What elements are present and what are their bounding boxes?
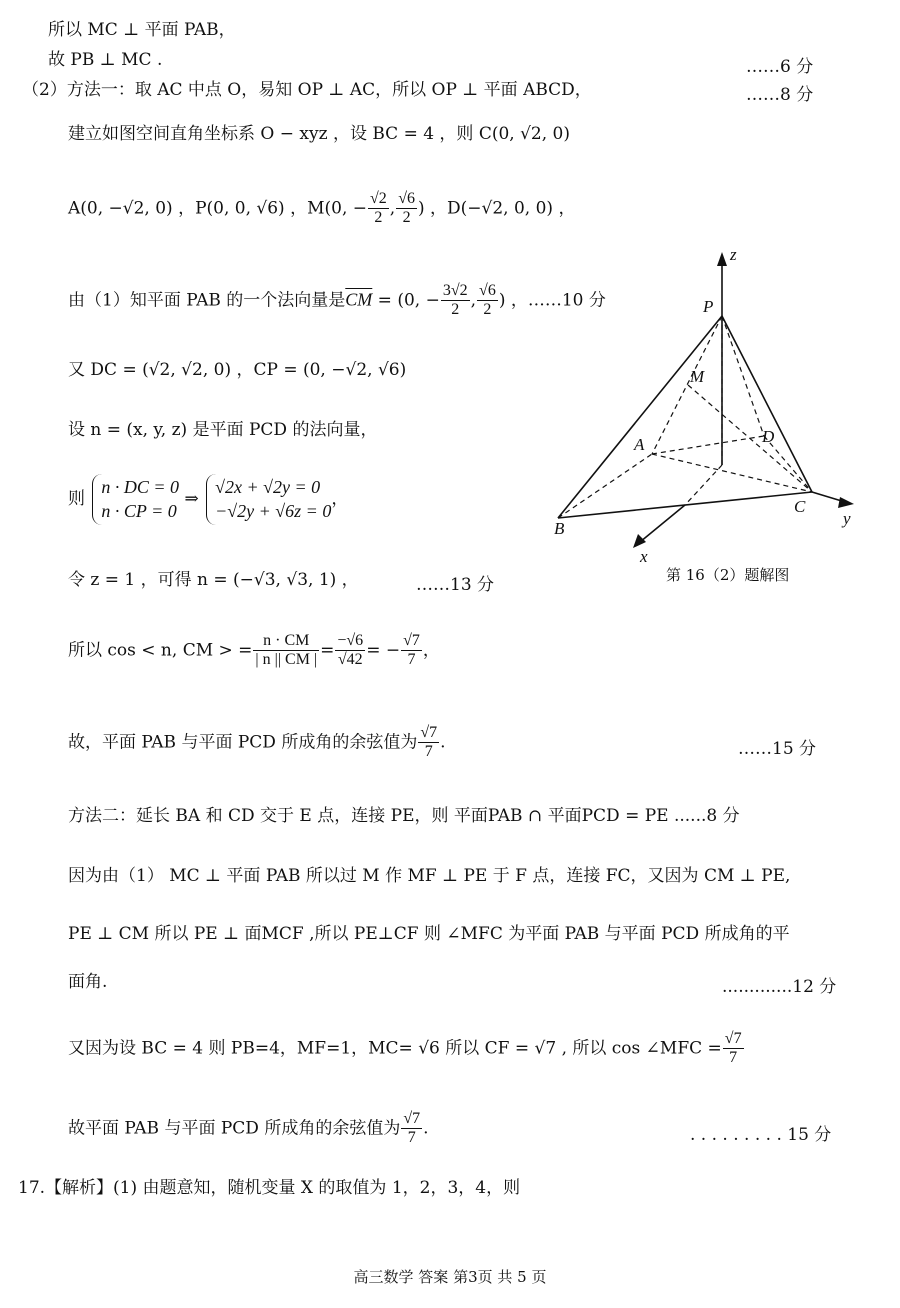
label-p: P [703,297,714,316]
method2-calc: 又因为设 BC = 4 则 PB=4，MF=1，MC= √6 所以 CF = √7 , 所以 cos ∠MFC = [68,1038,722,1059]
cos-prefix: 所以 cos < n, CM > = [68,640,253,661]
text-line-1: 所以 MC ⊥ 平面 PAB， [48,20,236,40]
edge-pa [652,316,722,454]
frac-num: n · CM [253,632,319,651]
text-line-13: 方法二：延长 BA 和 CD 交于 E 点，连接 PE，则 平面PAB ∩ 平面PCD = PE ......8 分 [68,806,740,826]
text-line-8: 设 n = (x, y, z) 是平面 PCD 的法向量， [68,420,378,440]
vector-cm: $\overline{CM}$ [345,289,373,310]
frac-den: 2 [483,301,492,319]
period: . [440,732,446,753]
score-15b: . . . . . . . . . 15 分 [690,1125,832,1145]
text-line-11 [68,632,440,670]
frac-den: 7 [729,1049,738,1067]
frac-num: √6 [396,190,417,209]
frac-den: 2 [451,301,460,319]
edge-ad [652,436,764,454]
text-line-4: 建立如图空间直角坐标系 O − xyz ，设 BC = 4 ，则 C(0, √2, 0) [68,124,571,144]
vector-cm-end: ) ，……10 分 [498,290,606,311]
system-right [206,474,331,525]
text-line-14: 因为由（1） MC ⊥ 平面 PAB 所以过 M 作 MF ⊥ PE 于 F 点，连接 FC，又因为 CM ⊥ PE, [68,866,791,886]
frac-den: 7 [424,743,433,761]
label-y: y [843,509,851,528]
text-line-10: 令 z = 1 ，可得 n = (−√3, √3, 1) ， [68,570,359,590]
frac-den: 2 [374,209,383,227]
x-axis-arrow [633,534,646,548]
edge-pc [722,316,812,492]
text-line-19: 17.【解析】(1) 由题意知，随机变量 X 的取值为 1，2，3，4，则 [18,1178,521,1198]
figure-caption: 第 16（2）题解图 [666,566,790,584]
system-eq-4: −√2y + √6z = 0 [215,501,332,522]
frac-den: 2 [402,209,411,227]
text-line-18 [68,1110,429,1148]
label-b: B [554,519,565,538]
system-comma: ， [331,488,349,509]
text-line-17 [68,1030,745,1068]
frac-value [335,632,365,670]
frac-answer-2 [401,1110,422,1148]
frac-answer-1 [418,724,439,762]
frac-cm-y [441,282,470,320]
period: . [423,1118,429,1139]
score-6: ……6 分 [746,57,814,77]
text-line-9 [68,474,348,525]
text-line-15: PE ⊥ CM 所以 PE ⊥ 面MCF ,所以 PE⊥CF 则 ∠MFC 为平面 PAB 与平面 PCD 所成角的平 [68,924,790,944]
x-axis-hidden [685,465,722,505]
text-line-2: 故 PB ⊥ MC . [48,50,163,70]
system-eq-3: √2x + √2y = 0 [215,477,321,497]
cos-comma: ， [422,640,440,661]
frac-num: −√6 [335,632,365,651]
system-eq-1: n · DC = 0 [101,477,180,497]
score-15a: ……15 分 [738,739,817,759]
page-footer: 高三数学 答案 第3页 共 5 页 [353,1268,547,1286]
x-axis-line [640,505,685,542]
edge-pd [722,316,764,436]
normal-vector-intro: 由（1）知平面 PAB 的一个法向量是 [68,290,346,311]
frac-m-z [396,190,417,228]
system-eq-2: n · CP = 0 [101,501,177,522]
frac-cos-mfc [723,1030,744,1068]
frac-num: √2 [368,190,389,209]
edge-ba [558,454,652,518]
label-c: C [794,497,806,516]
text-line-16: 面角. [68,972,108,992]
y-axis-arrow [838,497,854,508]
label-m: M [690,367,705,386]
text-line-7: 又 DC = (√2, √2, 0) ，CP = (0, −√2, √6) [68,360,407,380]
frac-num: √7 [401,1110,422,1129]
segment-mc [688,385,812,492]
frac-den: √42 [337,651,363,669]
frac-cos [253,632,319,670]
geometry-figure [540,240,870,570]
score-13: ……13 分 [416,575,495,595]
edge-pb [558,316,722,518]
coords-part-f: ) ，D(−√2, 0, 0) ， [417,198,576,219]
label-z: z [730,245,737,264]
system-prefix: 则 [68,488,85,509]
frac-den: 7 [407,1129,416,1147]
frac-m-y [368,190,389,228]
text-line-6: 由（1）知平面 PAB 的一个法向量是$\overline{CM} = (0$, − $\frac{3√2}{2}$ , $\frac{√6}{2}$ ) ，……10 分 [68,282,606,319]
frac-result [401,632,422,670]
frac-num: √7 [401,632,422,651]
text-line-3: （2）方法一：取 AC 中点 O，易知 OP ⊥ AC，所以 OP ⊥ 平面 ABCD， [22,80,592,100]
text-line-12 [68,724,446,762]
z-axis-arrow [717,252,727,266]
score-8: ……8 分 [746,85,814,105]
conclusion-2: 故平面 PAB 与平面 PCD 所成角的余弦值为 [68,1118,401,1139]
frac-den: 7 [407,651,416,669]
edge-ac [652,454,812,492]
frac-num: 3√2 [441,282,470,301]
label-x: x [640,547,648,566]
frac-num: √7 [723,1030,744,1049]
conclusion-1: 故，平面 PAB 与平面 PCD 所成角的余弦值为 [68,732,418,753]
frac-num: √7 [418,724,439,743]
score-12: .............12 分 [722,977,837,997]
frac-num: √6 [477,282,498,301]
text-line-5: A(0, −√2, 0) ，P(0, 0, √6) ，M(0, − $\frac{√2}{2}$ , $\frac{√6}{2}$ ) ，D(−√2, 0, 0) ， [68,190,576,227]
eq-sign: = [320,640,335,661]
vector-cm-eq: = (0, − [372,290,440,311]
system-left [92,474,179,525]
label-d: D [762,427,775,446]
coords-part-a: A(0, −√2, 0) ，P(0, 0, √6) ，M(0, − [68,198,367,219]
eq-sign-neg: = − [366,640,401,661]
label-a: A [634,435,645,454]
frac-den: | n || CM | [255,651,318,669]
frac-cm-z [477,282,498,320]
implies-symbol: ⇒ [184,488,199,509]
